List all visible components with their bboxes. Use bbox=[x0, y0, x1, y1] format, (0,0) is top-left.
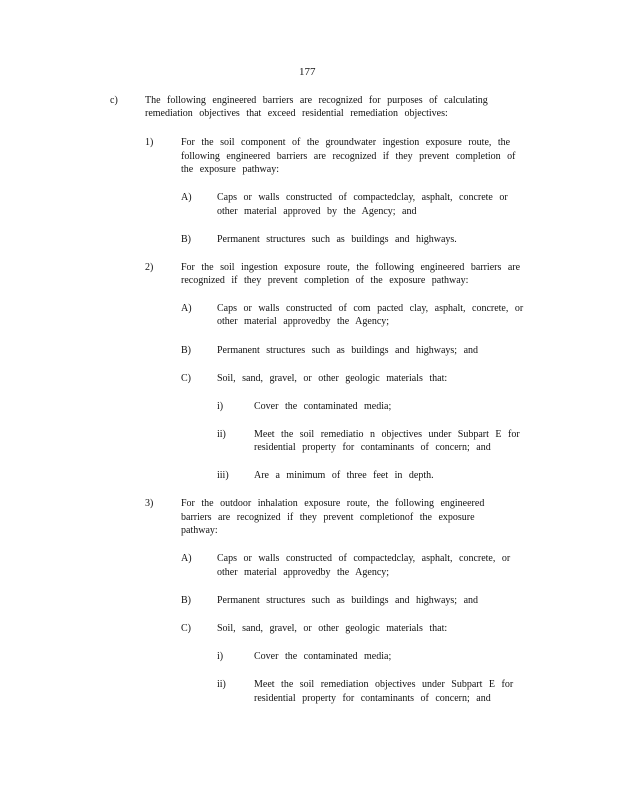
item-1-B-line-1: Permanent structures such as buildings and highways. bbox=[217, 234, 457, 245]
item-1-B-label: B) bbox=[181, 234, 191, 245]
item-1-line-1: For the soil component of the groundwater ingestion exposure route, the bbox=[181, 137, 511, 148]
item-2-label: 2) bbox=[145, 262, 154, 273]
item-3-line-1: For the outdoor inhalation exposure route, the following engineered bbox=[181, 498, 485, 509]
item-2-C-i-label: i) bbox=[217, 401, 224, 412]
item-1-line-3: the exposure pathway: bbox=[181, 164, 279, 175]
section-text-line-2: remediation objectives that exceed residential remediation objectives: bbox=[145, 108, 448, 119]
item-2-C-iii-line-1: Are a minimum of three feet in depth. bbox=[254, 470, 434, 481]
item-3-line-2: barriers are recognized if they prevent completionof the exposure bbox=[181, 512, 475, 523]
item-3-B-label: B) bbox=[181, 595, 191, 606]
item-3-line-3: pathway: bbox=[181, 525, 218, 536]
item-2-C-ii-label: ii) bbox=[217, 429, 226, 440]
item-3-C-label: C) bbox=[181, 623, 191, 634]
item-2-C-i-line-1: Cover the contaminated media; bbox=[254, 401, 392, 412]
item-3-C-line-1: Soil, sand, gravel, or other geologic materials that: bbox=[217, 623, 448, 634]
item-2-line-1: For the soil ingestion exposure route, the following engineered barriers are bbox=[181, 262, 521, 273]
item-2-C-label: C) bbox=[181, 373, 191, 384]
item-2-A-line-2: other material approvedby the Agency; bbox=[217, 316, 390, 327]
item-2-B-line-1: Permanent structures such as buildings and highways; and bbox=[217, 345, 479, 356]
section-label: c) bbox=[110, 95, 118, 106]
item-1-A-label: A) bbox=[181, 192, 192, 203]
item-1-A-line-1: Caps or walls constructed of compactedclay, asphalt, concrete or bbox=[217, 192, 508, 203]
item-3-C-ii-label: ii) bbox=[217, 679, 226, 690]
item-3-C-ii-line-2: residential property for contaminants of concern; and bbox=[254, 693, 491, 704]
item-2-C-ii-line-1: Meet the soil remediatio n objectives under Subpart E for bbox=[254, 429, 520, 440]
page-number: 177 bbox=[299, 66, 316, 78]
section-text-line-1: The following engineered barriers are recognized for purposes of calculating bbox=[145, 95, 488, 106]
item-3-C-i-line-1: Cover the contaminated media; bbox=[254, 651, 392, 662]
item-3-A-label: A) bbox=[181, 553, 192, 564]
item-1-A-line-2: other material approved by the Agency; and bbox=[217, 206, 417, 217]
item-2-B-label: B) bbox=[181, 345, 191, 356]
item-2-C-line-1: Soil, sand, gravel, or other geologic materials that: bbox=[217, 373, 448, 384]
item-2-C-ii-line-2: residential property for contaminants of concern; and bbox=[254, 442, 491, 453]
item-2-C-iii-label: iii) bbox=[217, 470, 229, 481]
item-3-label: 3) bbox=[145, 498, 154, 509]
item-2-line-2: recognized if they prevent completion of the exposure pathway: bbox=[181, 275, 469, 286]
item-3-A-line-1: Caps or walls constructed of compactedclay, asphalt, concrete, or bbox=[217, 553, 511, 564]
item-1-label: 1) bbox=[145, 137, 154, 148]
item-2-A-label: A) bbox=[181, 303, 192, 314]
item-3-C-i-label: i) bbox=[217, 651, 224, 662]
item-3-C-ii-line-1: Meet the soil remediation objectives under Subpart E for bbox=[254, 679, 514, 690]
item-2-A-line-1: Caps or walls constructed of com pacted clay, asphalt, concrete, or bbox=[217, 303, 524, 314]
item-3-B-line-1: Permanent structures such as buildings and highways; and bbox=[217, 595, 479, 606]
item-3-A-line-2: other material approvedby the Agency; bbox=[217, 567, 390, 578]
item-1-line-2: following engineered barriers are recognized if they prevent completion of bbox=[181, 151, 516, 162]
